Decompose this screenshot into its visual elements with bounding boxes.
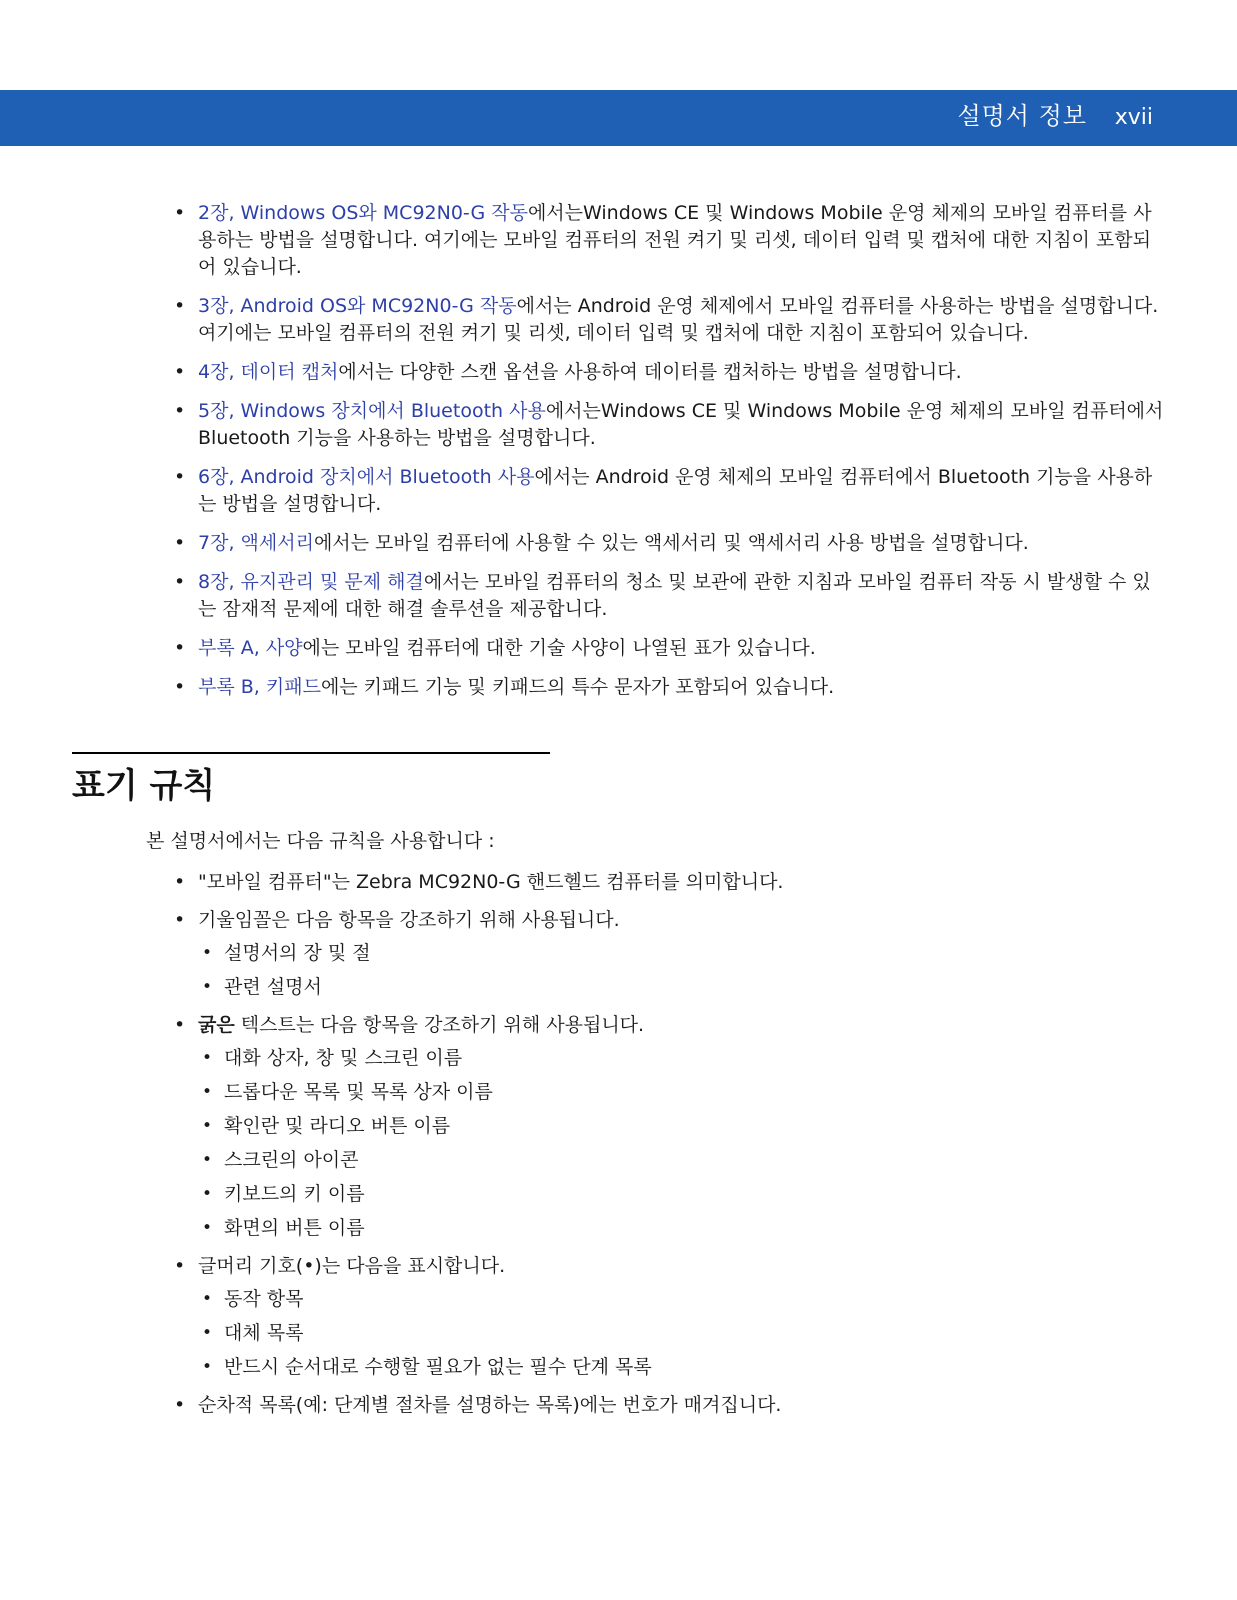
bullet-icon: •	[174, 909, 186, 931]
list-item	[174, 398, 1168, 452]
bullet-icon: •	[174, 676, 186, 698]
bullet-icon: •	[202, 1357, 213, 1377]
bullet-icon: •	[202, 1116, 213, 1136]
chapter-link-8[interactable]: 8장, 유지관리 및 문제 해결	[198, 571, 424, 593]
bullet-icon: •	[202, 977, 213, 997]
bullet-icon: •	[174, 1394, 186, 1416]
bullet-icon: •	[174, 400, 186, 422]
chapter-description: 에서는 모바일 컴퓨터의 청소 및 보관에 관한 지침과 모바일 컴퓨터 작동 시 발생할 수 있는 잠재적 문제에 대한 해결 솔루션을 제공합니다.	[198, 571, 1151, 620]
chapter-link-5[interactable]: 5장, Windows 장치에서 Bluetooth 사용	[198, 400, 546, 422]
list-item	[174, 464, 1168, 518]
conventions-list	[174, 868, 1158, 1429]
list-item	[174, 530, 1168, 557]
list-item: • 대화 상자, 창 및 스크린 이름	[224, 1045, 1158, 1072]
chapter-link-4[interactable]: 4장, 데이터 캡처	[198, 361, 339, 383]
bullet-icon: •	[174, 871, 186, 893]
list-item	[174, 868, 1158, 896]
bullet-icon: •	[174, 571, 186, 593]
bullet-icon: •	[174, 202, 186, 224]
convention-italics: 기울임꼴은 다음 항목을 강조하기 위해 사용됩니다.	[198, 909, 620, 931]
list-item: • 관련 설명서	[224, 974, 1158, 1001]
bullet-icon: •	[174, 295, 186, 317]
convention-numbered: 순차적 목록(예: 단계별 절차를 설명하는 목록)에는 번호가 매겨집니다.	[198, 1394, 782, 1416]
section-intro: 본 설명서에서는 다음 규칙을 사용합니다 :	[146, 830, 495, 852]
bullet-icon: •	[174, 637, 186, 659]
bold-sub-list	[202, 1045, 1158, 1242]
convention-bullets: 글머리 기호(•)는 다음을 표시합니다.	[198, 1255, 506, 1277]
chapter-description: 에서는 모바일 컴퓨터에 사용할 수 있는 액세서리 및 액세서리 사용 방법을 설명합니다.	[313, 532, 1029, 554]
list-item: • 설명서의 장 및 절	[224, 940, 1158, 967]
list-item: • 스크린의 아이콘	[224, 1147, 1158, 1174]
chapter-link-7[interactable]: 7장, 액세서리	[198, 532, 314, 554]
list-item	[174, 906, 1158, 1001]
bullet-icon: •	[174, 466, 186, 488]
page-header	[0, 90, 1237, 146]
chapter-link-3[interactable]: 3장, Android OS와 MC92N0-G 작동	[198, 295, 517, 317]
chapter-description: 에서는Windows CE 및 Windows Mobile 운영 체제의 모바일 컴퓨터를 사용하는 방법을 설명합니다. 여기에는 모바일 컴퓨터의 전원 켜기 및 리셋, 데이터 입력 및 캡처에 대한 지침이 포함되어 있습니다.	[198, 202, 1152, 278]
bullet-icon: •	[202, 1082, 213, 1102]
bullet-icon: •	[202, 1184, 213, 1204]
bullet-icon: •	[174, 1014, 186, 1036]
chapter-description: 에는 키패드 기능 및 키패드의 특수 문자가 포함되어 있습니다.	[320, 676, 835, 698]
appendix-link-b[interactable]: 부록 B, 키패드	[198, 676, 321, 698]
bullet-icon: •	[174, 532, 186, 554]
list-item	[174, 1252, 1158, 1381]
bullet-icon: •	[202, 1150, 213, 1170]
italics-sub-list	[202, 940, 1158, 1001]
bullet-icon: •	[174, 361, 186, 383]
chapter-description: 에서는Windows CE 및 Windows Mobile 운영 체제의 모바일 컴퓨터에서 Bluetooth 기능을 사용하는 방법을 설명합니다.	[198, 400, 1164, 449]
bullet-icon: •	[202, 1323, 213, 1343]
chapter-description: 에는 모바일 컴퓨터에 대한 기술 사양이 나열된 표가 있습니다.	[302, 637, 816, 659]
chapter-description: 에서는 Android 운영 체제에서 모바일 컴퓨터를 사용하는 방법을 설명합니다. 여기에는 모바일 컴퓨터의 전원 켜기 및 리셋, 데이터 입력 및 캡처에 대한 지침이 포함되어 있습니다.	[198, 295, 1159, 344]
chapter-description: 에서는 다양한 스캔 옵션을 사용하여 데이터를 캡처하는 방법을 설명합니다.	[338, 361, 962, 383]
bullet-icon: •	[202, 1218, 213, 1238]
list-item	[174, 359, 1168, 386]
list-item	[174, 635, 1168, 662]
header-title: 설명서 정보	[957, 102, 1087, 130]
bullet-icon: •	[202, 943, 213, 963]
list-item	[174, 293, 1168, 347]
list-item	[174, 674, 1168, 701]
list-item: • 동작 항목	[224, 1286, 1158, 1313]
list-item: • 확인란 및 라디오 버튼 이름	[224, 1113, 1158, 1140]
list-item: • 드롭다운 목록 및 목록 상자 이름	[224, 1079, 1158, 1106]
list-item	[174, 1011, 1158, 1242]
section-title: 표기 규칙	[72, 766, 216, 806]
list-item: • 키보드의 키 이름	[224, 1181, 1158, 1208]
bullet-icon: •	[174, 1255, 186, 1277]
chapter-link-6[interactable]: 6장, Android 장치에서 Bluetooth 사용	[198, 466, 535, 488]
bullets-sub-list	[202, 1286, 1158, 1381]
bullet-icon: •	[202, 1289, 213, 1309]
list-item	[174, 200, 1168, 281]
appendix-link-a[interactable]: 부록 A, 사양	[198, 637, 303, 659]
list-item: • 대체 목록	[224, 1320, 1158, 1347]
list-item	[174, 1391, 1158, 1419]
convention-mobile-computer: "모바일 컴퓨터"는 Zebra MC92N0-G 핸드헬드 컴퓨터를 의미합니다.	[198, 871, 784, 893]
convention-bold: 텍스트는 다음 항목을 강조하기 위해 사용됩니다.	[234, 1014, 645, 1036]
chapter-link-2[interactable]: 2장, Windows OS와 MC92N0-G 작동	[198, 202, 528, 224]
list-item	[174, 569, 1168, 623]
section-divider	[72, 752, 550, 754]
chapter-list	[174, 200, 1168, 713]
bold-example-word: 굵은	[198, 1014, 235, 1036]
list-item: • 반드시 순서대로 수행할 필요가 없는 필수 단계 목록	[224, 1354, 1158, 1381]
list-item: • 화면의 버튼 이름	[224, 1215, 1158, 1242]
chapter-description: 에서는 Android 운영 체제의 모바일 컴퓨터에서 Bluetooth 기능을 사용하는 방법을 설명합니다.	[198, 466, 1153, 515]
bullet-icon: •	[202, 1048, 213, 1068]
page-number: xvii	[1114, 105, 1153, 130]
